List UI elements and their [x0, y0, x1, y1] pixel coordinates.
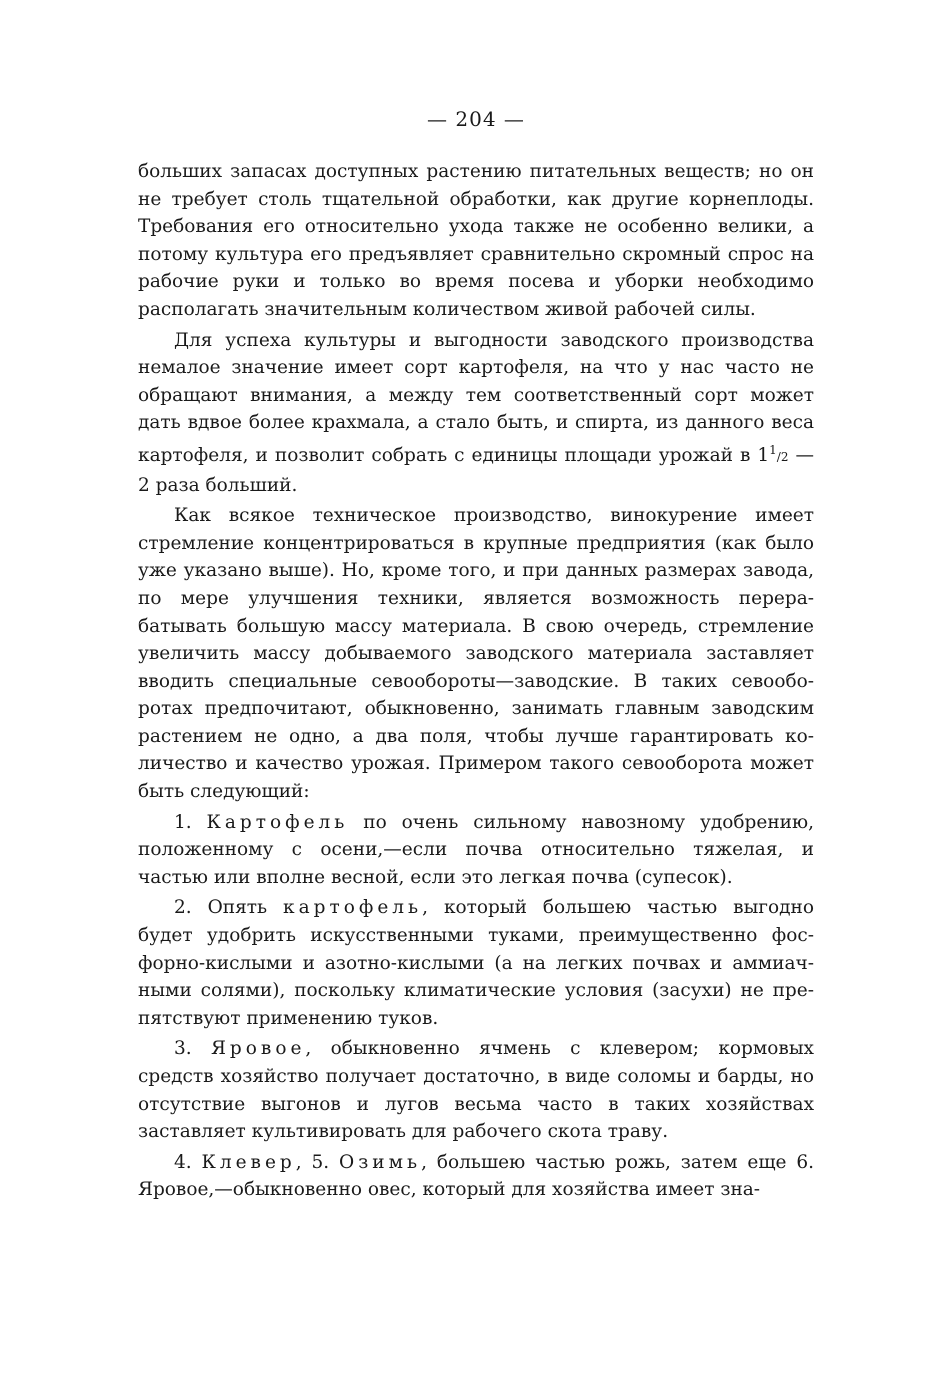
- item-text: , обыкновенно ячмень с клевером; кормовых средств хозяйство получает достаточно, в виде соломы и барды, но отсутствие выгонов и лугов весьма часто в таких хозяйствах заставляет культивировать для рабочего скота траву.: [138, 1038, 814, 1143]
- rotation-item-4-6: [138, 1149, 814, 1204]
- paragraph-text: Для успеха культуры и выгодности заводского производства немалое значение имеет сорт картофеля, на что у нас часто не обращают внимания, а между тем соответственный сорт может дать вдвое более крахмала, а стало быть, и спирта, из данного веса картофеля, и позволит собрать с единицы площади урожай в 1: [138, 329, 814, 466]
- item-text: , большею частью рожь, затем еще 6. Яровое,—обыкновенно овес, который для хозяйства имеет зна-: [138, 1151, 814, 1201]
- item-prefix: Опять: [207, 897, 284, 919]
- rotation-item-2: [138, 894, 814, 1032]
- document-page: [138, 102, 814, 1204]
- fraction-slash: /: [776, 449, 781, 464]
- item-term: Клевер: [201, 1151, 296, 1173]
- paragraph-potato-variety: [138, 327, 814, 500]
- fraction-denominator: 2: [780, 449, 789, 464]
- paragraph-text: — 2 раза больший.: [138, 444, 814, 496]
- item-number: 3.: [174, 1038, 211, 1060]
- item-term: Яровое: [210, 1038, 306, 1060]
- item-term-2: Озимь: [339, 1151, 422, 1173]
- rotation-item-1: [138, 809, 814, 892]
- item-term: картофель: [283, 897, 423, 919]
- item-separator: , 5.: [295, 1151, 340, 1173]
- fraction-numerator: 1: [769, 442, 777, 457]
- item-number: 4.: [174, 1151, 202, 1173]
- item-text: , который большею частью выгодно будет удобрить искусственными туками, преимущественно фосфорно-кислыми и азотно-кислыми (а на легких почвах и аммиачными солями), поскольку климатические условия (засухи) не препятствуют применению туков.: [138, 897, 814, 1029]
- rotation-item-3: [138, 1035, 814, 1145]
- item-text: по очень сильному навозному удобрению, положенному с осени,—если почва относительно тяжелая, и частью или вполне весной, если это легкая почва (супесок).: [138, 811, 814, 888]
- paragraph-distilling: Как всякое техническое производство, винокурение имеет стремление концентрироваться в крупные предприятия (как было уже указано выше). Но, кроме того, и при данных размерах завода, по мере улучшения техники, является возможность перерабатывать большую массу материала. В свою очередь, стремление увеличить массу добываемого заводского материала заставляет вводить специальные севообороты—заводские. В таких севооборотах предпочитают, обыкновенно, занимать главным заводским растением не одно, а два поля, чтобы лучше гарантировать количество и качество урожая. Примером такого севооборота может быть следующий:: [138, 505, 814, 803]
- paragraph-continuation: больших запасах доступных растению питательных веществ; но он не требует столь тщательной обработки, как другие корнеплоды. Требования его относительно ухода также не особенно велики, а потому культура его предъявляет сравнительно скромный спрос на рабочие руки и только во время посева и уборки необходимо располагать значительным количеством живой рабочей силы.: [138, 161, 814, 320]
- page-number: — 204 —: [427, 107, 525, 131]
- item-number: 2.: [174, 897, 208, 919]
- item-number: 1.: [174, 811, 207, 833]
- item-term: Картофель: [206, 811, 349, 833]
